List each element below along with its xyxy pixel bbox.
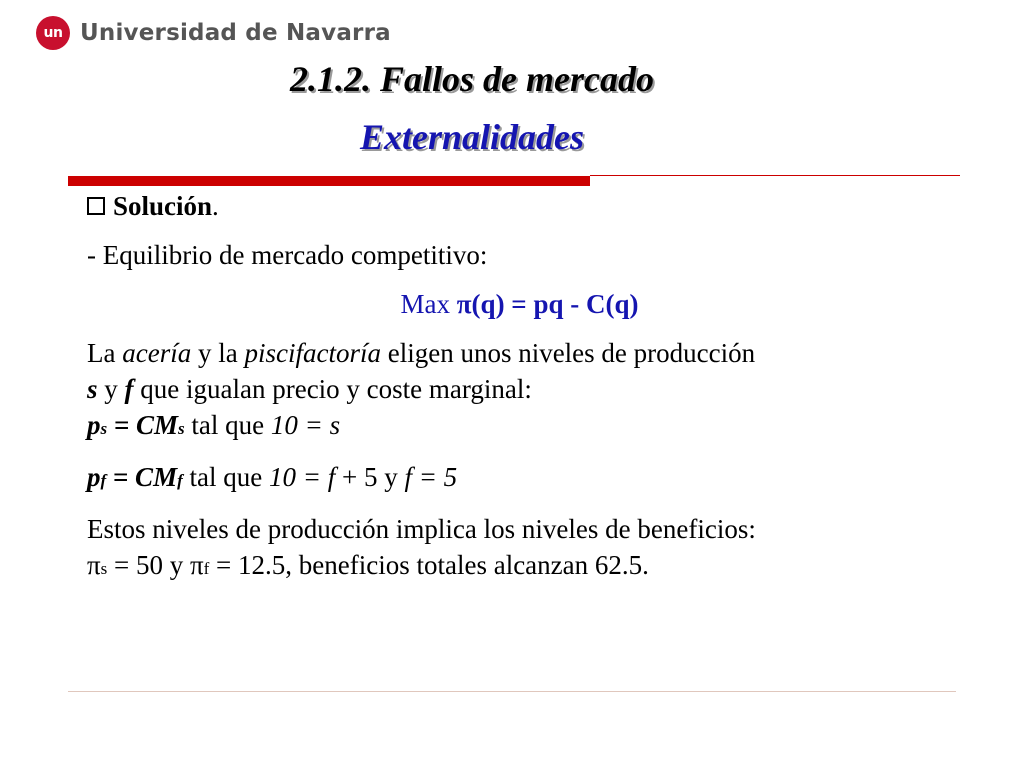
eq2-tal-que: tal que [182,462,269,492]
eq1-sub-s: s [100,419,108,438]
pi-symbol: π [87,550,101,580]
var-f: f [124,374,134,404]
eq1-value: 10 = s [270,410,341,440]
text-piscifactoria: piscifactoría [244,338,381,368]
paragraph-line-1 [87,335,957,371]
title-rule-thick [68,176,590,186]
slide-subtitle: Externalidades [359,117,584,157]
formula-expression: π(q) = pq - C(q) [456,289,639,319]
eq1-tal-que: tal que [184,410,271,440]
solution-label: Solución [113,191,213,221]
eq1-p: p [87,410,101,440]
text-tail: que igualan precio y coste marginal: [133,374,532,404]
footer-rule [68,691,956,692]
benefits-tail: = 12.5, beneficios totales alcanzan 62.5. [209,550,649,580]
benefits-line-2 [87,547,957,587]
pi-sub-s: s [100,559,108,578]
benefits-mid: = 50 y π [107,550,204,580]
formula-prefix: Max [400,289,457,319]
equilibrium-line: - Equilibrio de mercado competitivo: [87,240,488,270]
eq2-cm: = CM [106,462,178,492]
pi-sub-f: f [203,559,210,578]
un-logo-icon: un [36,16,70,50]
paragraph-line-2 [87,371,957,407]
institution-name: Universidad de Navarra [80,20,391,46]
var-s: s [87,374,98,404]
eq1-cm: = CM [107,410,179,440]
checkbox-bullet-icon [87,197,105,215]
text-la: La [87,338,123,368]
max-formula [82,286,957,322]
benefits-line-1: Estos niveles de producción implica los niveles de beneficios: [87,514,756,544]
eq2-value-2: f = 5 [404,462,458,492]
equation-f [87,459,957,499]
text-rest: eligen unos niveles de producción [380,338,756,368]
eq2-value-1: 10 = f [268,462,336,492]
eq2-mid: + 5 y [335,462,405,492]
text-aceria: acería [122,338,192,368]
eq1-sub-s2: s [178,419,185,438]
text-y: y [97,374,125,404]
eq2-sub-f: f [100,471,107,490]
title-rule-thin [590,175,960,176]
university-logo [36,16,391,50]
eq2-sub-f2: f [177,471,183,490]
slide-title: 2.1.2. Fallos de mercado [290,59,654,99]
solution-punct: . [212,191,219,221]
solution-heading [87,188,957,224]
equation-s [87,407,957,447]
eq2-p: p [87,462,101,492]
text-y-la: y la [191,338,245,368]
slide-body [87,188,957,587]
